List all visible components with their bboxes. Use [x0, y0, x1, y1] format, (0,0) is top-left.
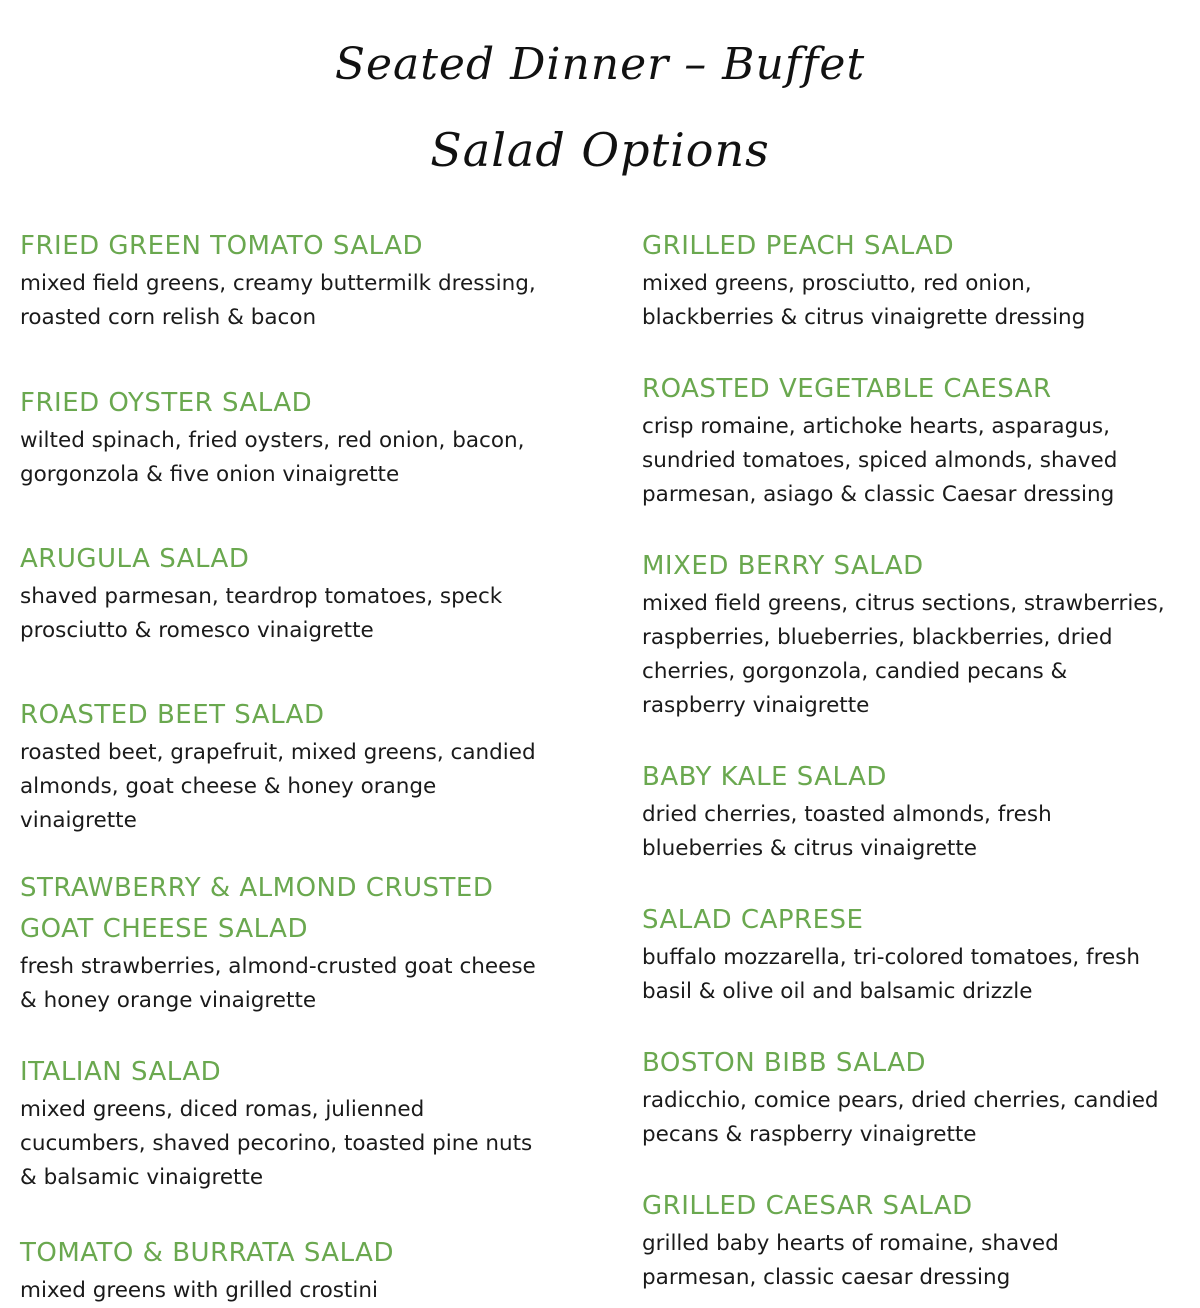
salad-item — [642, 1043, 1197, 1152]
salad-description: grilled baby hearts of romaine, shaved parmesan, classic caesar dressing — [642, 1231, 1059, 1290]
salad-description: buffalo mozzarella, tri-colored tomatoes, fresh basil & olive oil and balsamic drizzle — [642, 945, 1141, 1004]
salad-name: BOSTON BIBB SALAD — [642, 1048, 927, 1078]
menu-title: Seated Dinner – Buffet — [334, 39, 866, 90]
salad-item — [642, 1186, 1197, 1295]
salad-item — [642, 369, 1197, 512]
salad-name: BABY KALE SALAD — [642, 762, 887, 792]
salad-description: mixed greens, diced romas, julienned cucumbers, shaved pecorino, toasted pine nuts & balsamic vinaigrette — [20, 1097, 533, 1190]
salad-item — [642, 757, 1197, 866]
right-column — [642, 226, 1197, 1295]
salad-description: mixed greens, prosciutto, red onion, blackberries & citrus vinaigrette dressing — [642, 271, 1086, 330]
menu-header — [0, 30, 1200, 190]
salad-description: mixed field greens, citrus sections, strawberries, raspberries, blueberries, blackberries, dried cherries, gorgonzola, candied pecans & raspberry vinaigrette — [642, 591, 1165, 718]
salad-description: roasted beet, grapefruit, mixed greens, candied almonds, goat cheese & honey orange vinaigrette — [20, 740, 536, 833]
salad-item — [20, 1052, 600, 1195]
salad-item — [20, 539, 600, 648]
salad-name: ARUGULA SALAD — [20, 544, 250, 574]
salad-description: mixed field greens, creamy buttermilk dressing, roasted corn relish & bacon — [20, 271, 536, 330]
left-column — [20, 226, 600, 1308]
salad-item — [20, 695, 600, 838]
salad-description: shaved parmesan, teardrop tomatoes, speck prosciutto & romesco vinaigrette — [20, 584, 503, 643]
salad-item — [642, 900, 1197, 1009]
salad-item — [20, 383, 600, 492]
salad-name: GRILLED PEACH SALAD — [642, 231, 955, 261]
salad-description: dried cherries, toasted almonds, fresh blueberries & citrus vinaigrette — [642, 802, 1052, 861]
salad-item — [20, 226, 600, 335]
salad-description: crisp romaine, artichoke hearts, asparagus, sundried tomatoes, spiced almonds, shaved parmesan, asiago & classic Caesar dressing — [642, 414, 1118, 507]
salad-item — [642, 546, 1197, 723]
salad-name: ROASTED BEET SALAD — [20, 700, 325, 730]
salad-name: SALAD CAPRESE — [642, 905, 864, 935]
salad-item — [642, 226, 1197, 335]
salad-description: radicchio, comice pears, dried cherries, candied pecans & raspberry vinaigrette — [642, 1088, 1159, 1147]
salad-item — [20, 1233, 600, 1308]
salad-name: TOMATO & BURRATA SALAD — [20, 1238, 394, 1268]
salad-name: ITALIAN SALAD — [20, 1057, 222, 1087]
salad-name: STRAWBERRY & ALMOND CRUSTED GOAT CHEESE SALAD — [20, 873, 494, 944]
salad-name: FRIED GREEN TOMATO SALAD — [20, 231, 424, 261]
salad-description: wilted spinach, fried oysters, red onion, bacon, gorgonzola & five onion vinaigrette — [20, 428, 525, 487]
salad-name: MIXED BERRY SALAD — [642, 551, 924, 581]
salad-description: fresh strawberries, almond-crusted goat cheese & honey orange vinaigrette — [20, 954, 536, 1013]
salad-name: FRIED OYSTER SALAD — [20, 388, 313, 418]
salad-description: mixed greens with grilled crostini — [20, 1278, 378, 1303]
salad-name: GRILLED CAESAR SALAD — [642, 1191, 973, 1221]
salad-name: ROASTED VEGETABLE CAESAR — [642, 374, 1052, 404]
menu-subtitle: Salad Options — [430, 123, 770, 177]
salad-item — [20, 868, 600, 1018]
